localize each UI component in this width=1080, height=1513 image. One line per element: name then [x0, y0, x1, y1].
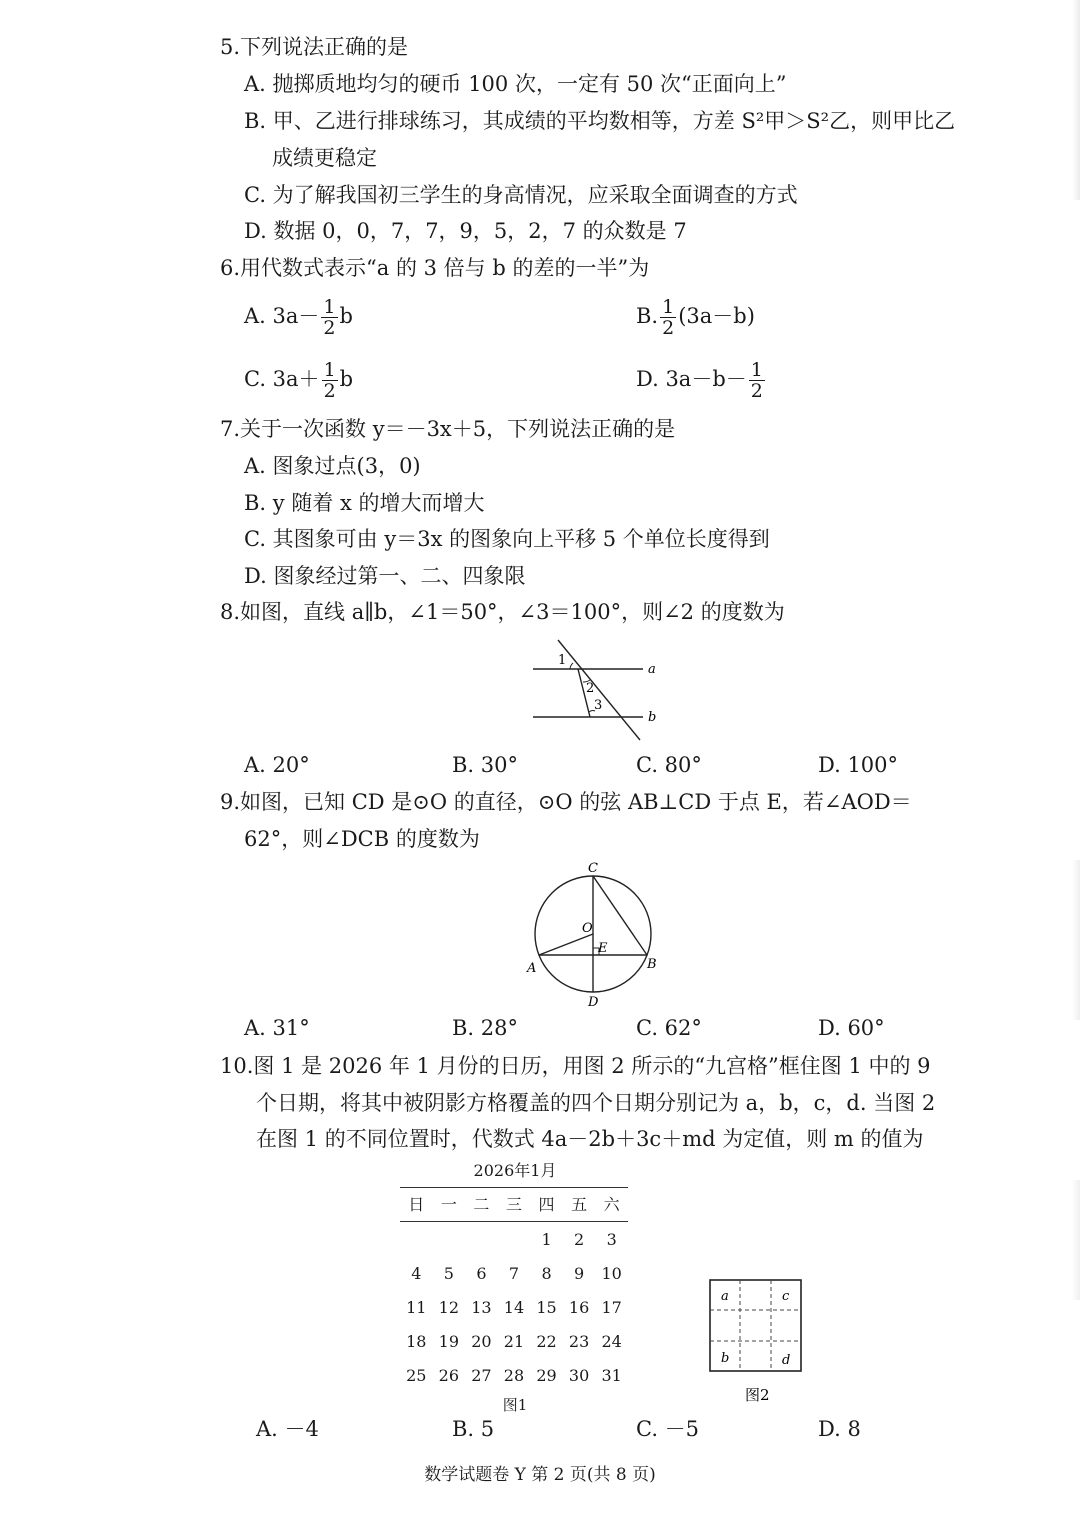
- q8-option-d: D. 100°: [818, 753, 899, 777]
- q10-option-c: C. －5: [636, 1417, 700, 1441]
- point-d: D: [588, 995, 599, 1008]
- q10-stem-cont-2: 在图 1 的不同位置时，代数式 4a－2b＋3c＋md 为定值，则 m 的值为: [256, 1127, 924, 1151]
- calendar-table: [400, 1187, 628, 1392]
- page-footer: 数学试题卷 Y 第 2 页(共 8 页): [424, 1465, 656, 1485]
- q7-option-c: C. 其图象可由 y＝3x 的图象向上平移 5 个单位长度得到: [244, 527, 770, 551]
- cell-d: d: [782, 1353, 791, 1368]
- q8-option-a: A. 20°: [244, 753, 310, 777]
- q5-stem: 5.下列说法正确的是: [220, 35, 409, 59]
- q10-stem-cont-1: 个日期，将其中被阴影方格覆盖的四个日期分别记为 a，b，c，d. 当图 2: [256, 1091, 936, 1115]
- fraction: $\frac{1}{2}$: [662, 296, 675, 339]
- q6-option-d: D. 3a－b－ $\frac{1}{2}$: [636, 359, 763, 402]
- cell-a: a: [721, 1289, 729, 1304]
- q7-option-a: A. 图象过点(3，0): [244, 454, 421, 478]
- q7-stem: 7.关于一次函数 y＝－3x＋5，下列说法正确的是: [220, 417, 676, 441]
- q6-option-b: B. $\frac{1}{2}$ (3a－b): [636, 296, 755, 339]
- calendar-figure: [400, 1158, 630, 1415]
- angle-label-1: 1: [558, 653, 567, 668]
- calendar-row: 18 19 20 21 22 23 24: [406, 1331, 622, 1351]
- circle-figure: [525, 856, 665, 1008]
- weekday-header: 六: [595, 1188, 628, 1222]
- q9-stem: 9.如图，已知 CD 是⊙O 的直径，⊙O 的弦 AB⊥CD 于点 E，若∠AOD＝: [220, 790, 912, 814]
- nine-grid-figure: [706, 1276, 806, 1406]
- fraction: $\frac{1}{2}$: [750, 359, 763, 402]
- cell-b: b: [721, 1351, 730, 1366]
- point-c: C: [588, 861, 598, 876]
- q5-option-d: D. 数据 0，0，7，7，9，5，2，7 的众数是 7: [244, 219, 687, 243]
- calendar-row: 1 2 3: [541, 1229, 617, 1249]
- weekday-header: 三: [498, 1188, 531, 1222]
- q6-stem: 6.用代数式表示“a 的 3 倍与 b 的差的一半”为: [220, 256, 650, 280]
- figure-2-caption: 图2: [745, 1386, 770, 1404]
- weekday-header: 日: [400, 1188, 433, 1222]
- figure-1-caption: 图1: [502, 1396, 528, 1414]
- q9-option-a: A. 31°: [244, 1016, 310, 1040]
- q7-option-b: B. y 随着 x 的增大而增大: [244, 491, 485, 515]
- q5-option-a: A. 抛掷质地均匀的硬币 100 次，一定有 50 次“正面向上”: [244, 72, 787, 96]
- calendar-row: 25 26 27 28 29 30 31: [406, 1365, 622, 1385]
- scan-edge-shadow: [1072, 860, 1080, 1020]
- q7-option-d: D. 图象经过第一、二、四象限: [244, 564, 526, 588]
- q9-option-c: C. 62°: [636, 1016, 702, 1040]
- q8-option-c: C. 80°: [636, 753, 702, 777]
- segment-oa: [539, 934, 593, 955]
- q8-stem: 8.如图，直线 a∥b，∠1＝50°，∠3＝100°，则∠2 的度数为: [220, 600, 785, 624]
- calendar-title: 2026年1月: [473, 1161, 557, 1180]
- fraction: $\frac{1}{2}$: [323, 296, 336, 339]
- q10-option-d: D. 8: [818, 1417, 861, 1441]
- q6-option-c: C. 3a＋ $\frac{1}{2}$ b: [244, 359, 354, 402]
- q9-option-d: D. 60°: [818, 1016, 885, 1040]
- line-label-b: b: [648, 710, 657, 725]
- fraction: $\frac{1}{2}$: [323, 359, 336, 402]
- weekday-header: 二: [465, 1188, 498, 1222]
- q8-option-b: B. 30°: [452, 753, 519, 777]
- q5-option-c: C. 为了解我国初三学生的身高情况，应采取全面调查的方式: [244, 183, 798, 207]
- point-b: B: [647, 957, 657, 972]
- calendar-row: 11 12 13 14 15 16 17: [406, 1297, 622, 1317]
- point-o: O: [582, 921, 593, 936]
- q5-option-b-cont: 成绩更稳定: [272, 146, 377, 170]
- weekday-header: 五: [563, 1188, 596, 1222]
- q5-option-b: B. 甲、乙进行排球练习，其成绩的平均数相等，方差 S²甲＞S²乙，则甲比乙: [244, 109, 956, 133]
- parallel-lines-figure: [528, 632, 668, 742]
- scan-edge-shadow: [1072, 1180, 1080, 1300]
- angle-label-3: 3: [594, 698, 603, 713]
- q10-option-b: B. 5: [452, 1417, 495, 1441]
- cell-c: c: [782, 1289, 790, 1304]
- point-e: E: [598, 941, 608, 956]
- q9-stem-cont: 62°，则∠DCB 的度数为: [244, 827, 480, 851]
- weekday-header: 一: [433, 1188, 466, 1222]
- point-a: A: [527, 961, 537, 976]
- transversal: [558, 640, 640, 740]
- q6-option-a: A. 3a－ $\frac{1}{2}$ b: [244, 296, 353, 339]
- q9-option-b: B. 28°: [452, 1016, 519, 1040]
- q10-option-a: A. －4: [256, 1417, 319, 1441]
- line-label-a: a: [648, 662, 656, 677]
- angle-label-2: 2: [586, 681, 595, 696]
- scan-edge-shadow: [1072, 0, 1080, 200]
- weekday-header: 四: [530, 1188, 563, 1222]
- q10-stem: 10.图 1 是 2026 年 1 月份的日历，用图 2 所示的“九宫格”框住图 1 中的 9: [220, 1054, 931, 1078]
- calendar-row: 4 5 6 7 8 9 10: [411, 1263, 622, 1283]
